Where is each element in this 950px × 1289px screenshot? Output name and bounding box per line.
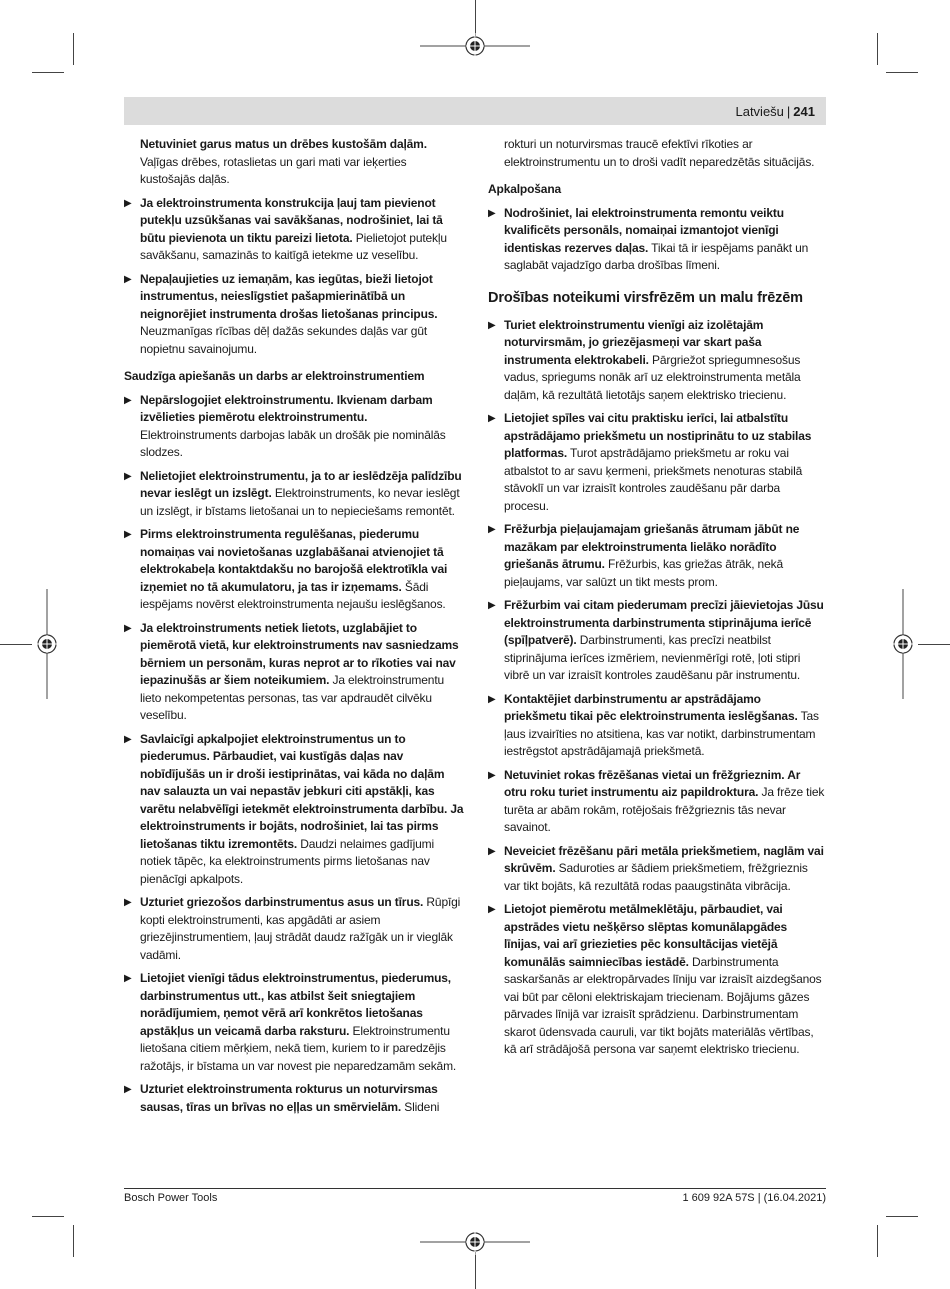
bullet-bold-text: Lietojot piemērotu metālmeklētāju, pārbaudiet, vai apstrādes vietu nešķērso slēptas komunālapgādes līnijas, vai arī griezieties pēc konsultācijas vietējā komunālās saimniecības iestādē.	[504, 902, 788, 969]
registration-mark-left-icon	[34, 589, 60, 699]
bullet-body-text: Pielietojot putekļu savākšanu, samazinās to kaitīgā ietekme uz veselību.	[140, 230, 447, 262]
bullet-item	[124, 894, 464, 964]
bullet-triangle-icon: ▶	[124, 529, 132, 540]
bullet-bold-text: Uzturiet griezošos darbinstrumentus asus un tīrus.	[140, 895, 424, 909]
registration-mark-bottom-icon	[420, 1229, 530, 1255]
bullet-body-text: Neuzmanīgas rīcības dēļ dažās sekundes daļās var gūt nopietnu savainojumu.	[140, 324, 428, 356]
right-column	[488, 136, 826, 1065]
left-list-2	[124, 392, 464, 1117]
bullet-bold-text: Ja elektroinstrumenta konstrukcija ļauj tam pievienot putekļu uzsūkšanas vai savākšanas, nodrošiniet, lai tā būtu pievienota un tiktu pareizi lietota.	[140, 195, 443, 245]
bullet-item	[124, 731, 464, 889]
bullet-bold-text: Nelietojiet elektroinstrumentu, ja to ar ieslēdzēja palīdzību nevar ieslēgt un izslēgt.	[140, 468, 462, 500]
bullet-item	[124, 1081, 464, 1116]
bullet-body-text: Šādi iespējams novērst elektroinstrumenta nejaušu ieslēgšanos.	[140, 579, 446, 611]
bullet-item	[488, 205, 826, 275]
bullet-bold-text: Nepārslogojiet elektroinstrumentu. Ikvienam darbam izvēlieties piemērotu elektroinstrumentu.	[140, 392, 433, 424]
bullet-triangle-icon: ▶	[488, 524, 496, 535]
bullet-triangle-icon: ▶	[124, 394, 132, 406]
bullet-triangle-icon: ▶	[124, 1084, 132, 1095]
bullet-item	[124, 526, 464, 614]
subheading-handling: Saudzīga apiešanās un darbs ar elektroinstrumentiem	[124, 369, 425, 383]
bullet-bold-text: Kontaktējiet darbinstrumentu ar apstrādājamo priekšmetu tikai pēc elektroinstrumenta ieslēgšanas.	[504, 691, 798, 723]
bullet-triangle-icon: ▶	[488, 845, 496, 857]
bullet-bold-text: Nepaļaujieties uz iemaņām, kas iegūtas, bieži lietojot instrumentus, neieslīgstiet pašapmierinātībā un neignorējiet instrumenta drošas lietošanas principus.	[140, 271, 438, 321]
left-list-1	[124, 195, 464, 359]
crop-mark	[32, 72, 64, 73]
bullet-body-text: Slideni	[401, 1099, 440, 1114]
header-bar	[124, 97, 826, 125]
bullet-triangle-icon: ▶	[124, 622, 132, 634]
bullet-bold-text: Pirms elektroinstrumenta regulēšanas, piederumu nomaiņas vai novietošanas uzglabāšanai atvienojiet tā elektrokabeļa kontaktdakšu no barojošā elektrotīkla vai izņemiet no tā akumulatoru, ja tas ir izņemams.	[140, 527, 448, 594]
crop-mark	[886, 1216, 918, 1217]
bullet-item	[124, 468, 464, 521]
bullet-bold-text: Netuviniet rokas frēzēšanas vietai un frēžgrieznim. Ar otru roku turiet instrumentu aiz papildroktura.	[504, 767, 801, 799]
crop-mark	[73, 33, 74, 65]
bullet-body-text: Daudzi nelaimes gadījumi notiek tāpēc, ka elektroinstruments pirms lietošanas nav pienācīgi apkalpots.	[140, 836, 435, 886]
bullet-triangle-icon: ▶	[124, 733, 132, 745]
bullet-body-text: Elektroinstruments, ko nevar ieslēgt un izslēgt, ir bīstams lietošanai un to nepieciešams remontēt.	[140, 486, 460, 518]
bullet-triangle-icon: ▶	[488, 319, 496, 331]
bullet-bold-text: Turiet elektroinstrumentu vienīgi aiz izolētajām noturvirsmām, jo griezējasmeņi var skart paša instrumenta elektrokabeli.	[504, 317, 764, 367]
bullet-bold-text: Neveiciet frēzēšanu pāri metāla priekšmetiem, naglām vai skrūvēm.	[504, 843, 824, 875]
crop-mark	[73, 1225, 74, 1257]
bullet-item	[488, 767, 826, 837]
bullet-body-text: Elektroinstrumentu lietošana citiem mērķiem, nekā tiem, kuriem to ir paredzējis ražotājs, ir bīstama un var novest pie neparedzamām sekām.	[140, 1023, 457, 1073]
bullet-item	[124, 970, 464, 1075]
bullet-bold-text: Lietojiet vienīgi tādus elektroinstrumentus, piederumus, darbinstrumentus utt., kas atbilst šeit sniegtajiem norādījumiem, ņemot vērā arī konkrētos lietošanas apstākļus un veicamā darba raksturu.	[140, 971, 451, 1038]
bullet-body-text: Darbinstrumenta saskaršanās ar elektropārvades līniju var izraisīt aizdegšanos vai būt par cēloni elektriskajam triecienam. Bojājums gāzes pārvades līnijā var izraisīt sprādzienu. Darbinstrumentam skarot ūdensvada cauruli, var tikt bojāts materiālās vērtības, kā arī strādājošā persona var saņemt elektrisko triecienu.	[504, 954, 822, 1056]
crop-mark	[886, 72, 918, 73]
bullet-bold-text: Lietojiet spīles vai citu praktisku ierīci, lai atbalstītu apstrādājamo priekšmetu un nostiprinātu to uz stabilas platformas.	[504, 411, 812, 460]
bullet-item	[488, 317, 826, 405]
right-list-2	[488, 317, 826, 1059]
footer-divider	[124, 1188, 826, 1189]
crop-mark	[918, 644, 950, 645]
bullet-triangle-icon: ▶	[488, 413, 496, 424]
right-list-1	[488, 205, 826, 275]
bullet-body-text: Darbinstrumenti, kas precīzi neatbilst stiprinājuma ierīces izmēriem, nevienmērīgi rotē, ļoti stipri vibrē un var izraisīt kontroles zaudēšanu pār instrumentu.	[504, 633, 801, 682]
bullet-bold-text: Frēžurbim vai citam piederumam precīzi jāievietojas Jūsu elektroinstrumenta darbinstrumenta stiprinājuma ierīcē (spīļpatverē).	[504, 598, 824, 647]
section-heading: Drošības noteikumi virsfrēzēm un malu frēzēm	[488, 289, 803, 306]
bullet-triangle-icon: ▶	[488, 769, 496, 781]
header-separator: |	[786, 104, 791, 119]
bullet-item	[488, 410, 826, 515]
bullet-body-text: Turot apstrādājamo priekšmetu ar roku vai atbalstot to ar savu ķermeni, priekšmets nenoturas stabilā stāvoklī un var izraisīt kontroles zaudēšanu pār darba procesu.	[504, 446, 803, 513]
footer-brand: Bosch Power Tools	[124, 1192, 218, 1204]
bullet-triangle-icon: ▶	[488, 693, 496, 705]
bullet-bold-text: Savlaicīgi apkalpojiet elektroinstrumentus un to piederumus. Pārbaudiet, vai kustīgās daļas nav nobīdījušās un ir droši iestiprinātas, vai kāda no daļām nav salauzta un vai nepastāv jebkuri citi apstākļi, kas varētu nelabvēlīgi ietekmēt elektroinstrumenta darbību. Ja elektroinstruments ir bojāts, nodrošiniet, lai tas pirms lietošanas tiktu izremontēts.	[140, 731, 464, 851]
continuation-paragraph: rokturi un noturvirsmas traucē efektīvi rīkoties ar elektroinstrumentu un to droši vadīt neparedzētās situācijās.	[504, 137, 815, 169]
bullet-bold-text: Frēžurbja pieļaujamajam griešanās ātrumam jābūt ne mazākam par elektroinstrumenta lielāko norādīto griešanās ātrumu.	[504, 522, 800, 571]
crop-mark	[877, 1225, 878, 1257]
bullet-bold-text: Ja elektroinstruments netiek lietots, uzglabājiet to piemērotā vietā, kur elektroinstruments nav sasniedzams bērniem un personām, kuras neprot ar to rīkoties vai nav iepazinušās ar šiem noteikumiem.	[140, 620, 459, 687]
subheading-service: Apkalpošana	[488, 182, 562, 196]
bullet-triangle-icon: ▶	[124, 470, 132, 482]
bullet-body-text: Rūpīgi kopti elektroinstrumenti, kas apgādāti ar asiem griezējinstrumentiem, ļauj strādāt daudz ražīgāk un ir vieglāk vadāmi.	[140, 895, 461, 962]
bullet-body-text: Saduroties ar šādiem priekšmetiem, frēžgrieznis var tikt bojāts, kā rezultātā rodas paaugstināta vibrācija.	[504, 861, 808, 893]
crop-mark	[877, 33, 878, 65]
bullet-triangle-icon: ▶	[124, 897, 132, 908]
bullet-item	[124, 271, 464, 359]
bullet-body-text: Ja elektroinstrumentu lieto nekompetentas personas, tas var apdraudēt cilvēku veselību.	[140, 673, 445, 722]
bullet-triangle-icon: ▶	[124, 197, 132, 209]
bullet-body-text: Frēžurbis, kas griežas ātrāk, nekā pieļaujams, var salūzt un tikt mests prom.	[504, 557, 783, 589]
bullet-triangle-icon: ▶	[488, 904, 496, 915]
bullet-item	[488, 691, 826, 761]
bullet-item	[124, 620, 464, 725]
crop-mark	[475, 1252, 476, 1289]
bullet-triangle-icon: ▶	[488, 207, 496, 219]
bullet-body-text: Elektroinstruments darbojas labāk un drošāk pie nominālās slodzes.	[140, 427, 446, 459]
bullet-item	[488, 901, 826, 1059]
bullet-bold-text: Nodrošiniet, lai elektroinstrumenta remontu veiktu kvalificēts personāls, nomaiņai izmantojot vienīgi identiskas rezerves daļas.	[504, 205, 784, 255]
bullet-body-text: Tikai tā ir iespējams panākt un saglabāt vajadzīgo darba drošības līmeni.	[504, 240, 809, 272]
bullet-body-text: Tas ļaus izvairīties no atsitiena, kas var notikt, darbinstrumentam iestrēgstot apstrādājamajā priekšmetā.	[504, 709, 819, 758]
bullet-item	[488, 843, 826, 896]
page-number: 241	[793, 104, 815, 119]
header-language: Latviešu	[735, 104, 784, 119]
bullet-triangle-icon: ▶	[124, 273, 132, 285]
crop-mark	[0, 644, 32, 645]
registration-mark-top-icon	[420, 33, 530, 59]
bullet-triangle-icon: ▶	[488, 600, 496, 611]
bullet-item	[124, 392, 464, 462]
crop-mark	[32, 1216, 64, 1217]
bullet-item	[488, 597, 826, 685]
intro-bold: Netuviniet garus matus un drēbes kustošām daļām.	[140, 137, 427, 151]
page-header	[735, 104, 815, 120]
left-column	[124, 136, 464, 1122]
bullet-item	[488, 521, 826, 591]
registration-mark-right-icon	[890, 589, 916, 699]
bullet-bold-text: Uzturiet elektroinstrumenta rokturus un noturvirsmas sausas, tīras un brīvas no eļļas un smērvielām.	[140, 1082, 438, 1114]
footer-doc-number: 1 609 92A 57S | (16.04.2021)	[682, 1192, 826, 1204]
bullet-body-text: Ja frēze tiek turēta ar abām rokām, rotējošais frēžgrieznis tās nevar savainot.	[504, 785, 825, 834]
intro-paragraph	[124, 136, 464, 189]
bullet-body-text: Pārgriežot spriegumnesošus vadus, spriegums nonāk arī uz elektroinstrumenta metāla daļām, kā rezultātā lietotājs saņem elektrisko triecienu.	[504, 352, 801, 402]
bullet-triangle-icon: ▶	[124, 973, 132, 984]
bullet-item	[124, 195, 464, 265]
intro-text: Vaļīgas drēbes, rotaslietas un gari mati var ieķerties kustošajās daļās.	[140, 154, 407, 186]
